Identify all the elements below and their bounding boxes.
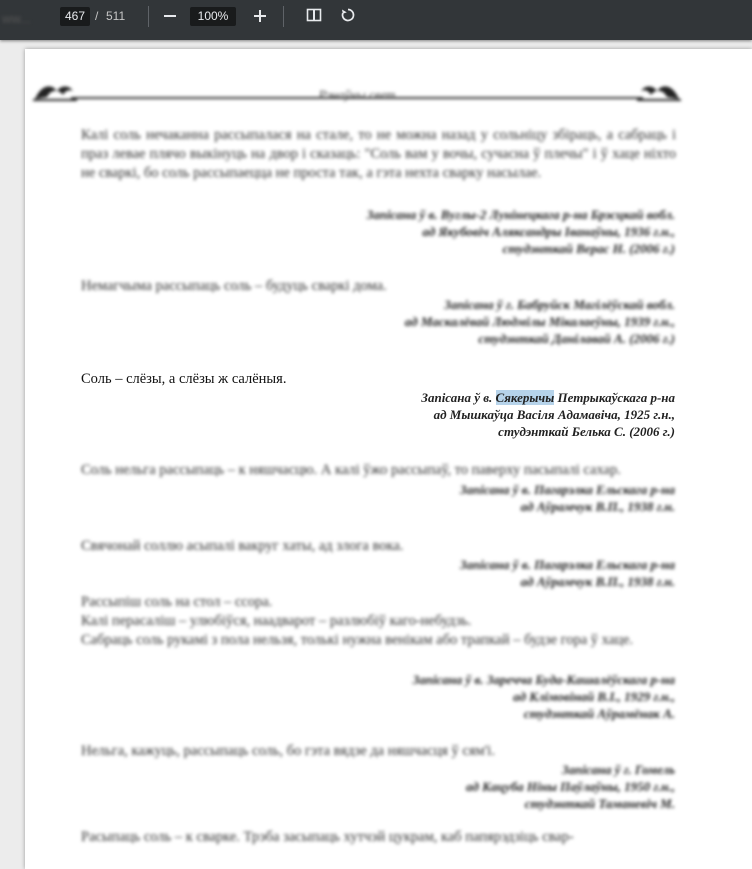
entry-source: Запісана ў в. Вуглы-2 Лунінецкага р-на Брэсцкай вобл. ад Якубовіч Аляксандры Іванаўны, 1936 г.н., студэнткай Верас Н. (2006 г.) <box>366 207 675 256</box>
entry-text: Нельга, кажуць, рассыпаць соль, бо гэта вядзе да няшчасця ў сям'і. <box>81 743 495 759</box>
ornament-right-icon <box>637 79 681 103</box>
page-total: 511 <box>106 9 126 23</box>
fit-page-icon <box>306 7 322 28</box>
entry-text: Калі соль нечаканна рассыпалася на стале, то не можна назад у сольніцу збіраць, а сабраць і праз левае плячо выкінуць на двор і сказаць: "Соль вам у вочы, сучасна ў плечы" і ў хаце ніхто не сваркі, бо соль рассыпаецца не проста так, а гэта нехта сварку насылае. <box>81 127 676 181</box>
plus-icon <box>253 7 267 28</box>
zoom-in-button[interactable] <box>248 5 272 29</box>
page-header <box>33 77 681 107</box>
toolbar-divider <box>148 6 149 27</box>
entry-source: Запісана ў г. Бабруйск Магілёўскай вобл. ад Маскалёвай Людмілы Мікалаеўны, 1939 г.н., студэнткай Данілавай А. (2006 г.) <box>404 297 675 346</box>
zoom-out-button[interactable] <box>158 5 182 29</box>
page-separator: / <box>95 9 99 23</box>
entry-source: Запісана ў в. Пагарэлка Ельскага р-на ад Аўрамчук В.П., 1938 г.н. <box>459 557 675 589</box>
minus-icon <box>163 7 177 28</box>
zoom-level-input[interactable]: 100% <box>190 7 236 26</box>
entry-text: Немагчыма рассыпаць соль – будуць сваркі дома. <box>81 278 387 294</box>
rotate-button[interactable] <box>336 5 360 29</box>
fit-page-button[interactable] <box>302 5 326 29</box>
page-number-input[interactable]: 467 <box>60 7 90 26</box>
pdf-page <box>25 49 752 869</box>
pdf-toolbar <box>0 0 752 40</box>
entry-text: Свячонай соллю асыпалі вакруг хаты, ад злога вока. <box>81 538 404 554</box>
toolbar-divider <box>283 6 284 27</box>
entry-source: Запісана ў в. Сякерычы Петрыкаўскага р-на ад Мышкаўца Васіля Адамавіча, 1925 г.н., студэнткай Белька С. (2006 г.) <box>421 390 675 439</box>
running-header-title: Рэчаўны свет <box>318 87 396 102</box>
entry-text: Соль – слёзы, а слёзы ж салёныя. <box>81 371 287 387</box>
entry-source: Запісана ў в. Пагарэлка Ельскага р-на ад Аўрамчук В.П., 1938 г.н. <box>459 482 675 514</box>
entry-text-block: Рассыпіш соль на стол – ссора. Калі перасаліш – улюбіўся, наадварот – разлюбіў каго-небудзь. Сабраць соль рукамі з пола нельзя, толькі нужна венікам або трапкай – будзе гора ў хаце. <box>81 594 633 648</box>
selected-text-highlight[interactable]: Сякерычы <box>495 390 555 405</box>
entry-text: Соль нельга рассыпаць – к няшчасцю. А калі ўжо рассыпаў, то паверху пасыпалі сахар. <box>81 462 621 478</box>
entry-source: Запісана ў в. Заречча Буда-Кашалёўскага р-на ад Клімовінай В.І., 1929 г.н., студэнткай Аўрамёнак А. <box>412 672 675 721</box>
entry-text: Расыпаць соль – к сварке. Трэба засыпаць хутчэй цукрам, каб папярэдзіць свар- <box>81 829 574 845</box>
document-filename: ww... <box>2 11 31 26</box>
entry-source: Запісана ў г. Гомель ад Кацуба Ніны Паўлаўны, 1950 г.н., студэнткай Таманевіч М. <box>465 762 675 811</box>
rotate-icon <box>340 7 356 28</box>
